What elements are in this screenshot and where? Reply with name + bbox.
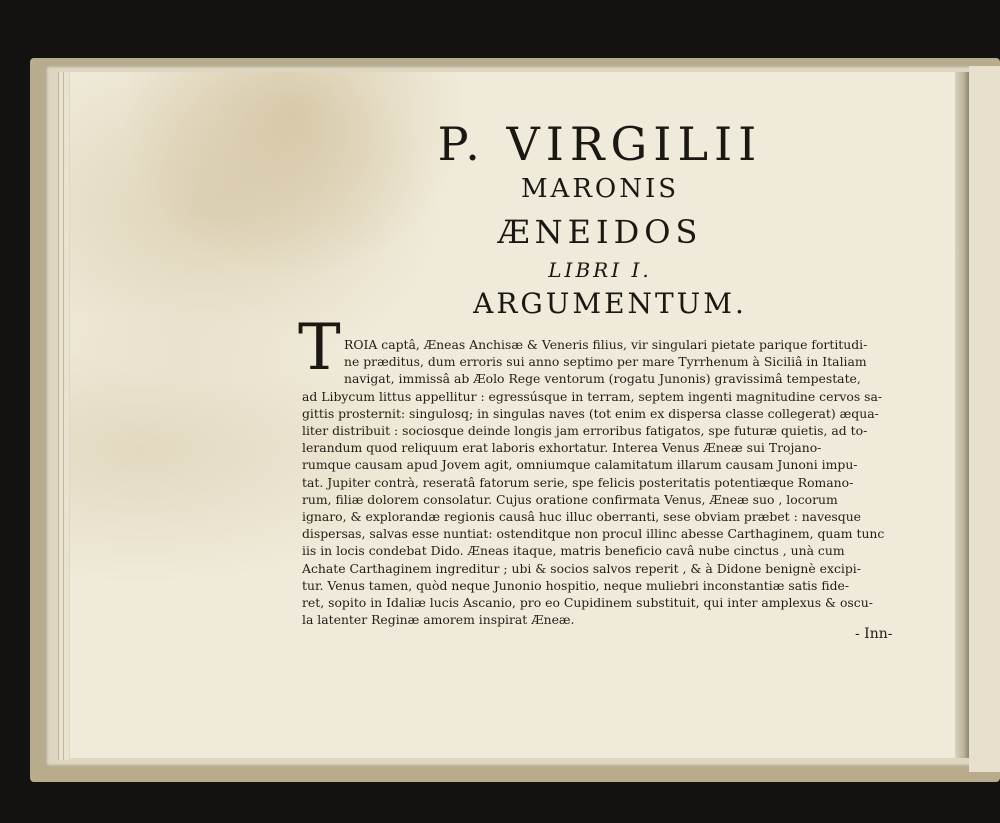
book-gutter — [955, 72, 969, 758]
drop-cap: T — [298, 311, 341, 385]
body-line: rum, filiæ dolorem consolatur. Cujus oratione confirmata Venus, Æneæ suo , locorum — [302, 491, 838, 507]
catchword: - Inn- — [855, 626, 893, 642]
body-line: ne præditus, dum erroris sui anno septimo per mare Tyrrhenum à Siciliâ in Italiam — [344, 354, 867, 370]
body-line: gittis prosternit: singulosq; in singulas naves (tot enim ex dispersa classe collegerat) æqua- — [302, 405, 879, 421]
body-line: ret, sopito in Idaliæ lucis Ascanio, pro eo Cupidinem substituit, qui inter amplexus & oscu- — [302, 595, 873, 611]
argument-body — [302, 336, 918, 628]
body-line: lerandum quod reliquum erat laboris exhortatur. Interea Venus Æneæ sui Trojano- — [302, 440, 822, 456]
body-line: navigat, immissâ ab Æolo Rege ventorum (rogatu Junonis) gravissimâ tempestate, — [344, 371, 861, 387]
title-main: P. VIRGILII — [437, 117, 763, 171]
body-line: tat. Jupiter contrà, reseratâ fatorum serie, spe felicis posteritatis potentiæque Romano- — [302, 474, 854, 490]
body-line: ad Libycum littus appellitur : egressúsque in terram, septem ingenti magnitudine cervos sa- — [302, 388, 883, 404]
argument-heading: ARGUMENTUM. — [473, 287, 747, 320]
body-line: ROIA captâ, Æneas Anchisæ & Veneris filius, vir singulari pietate parique fortitudi- — [344, 337, 868, 352]
body-line: dispersas, salvas esse nuntiat: ostenditque non procul illinc abesse Carthaginem, quam tunc — [302, 526, 885, 542]
body-line: liter distribuit : sociosque deinde longis jam erroribus fatigatos, spe futuræ quietis, ad to- — [302, 423, 868, 439]
title-author: MARONIS — [520, 174, 680, 204]
body-line: tur. Venus tamen, quòd neque Junonio hospitio, neque muliebri inconstantiæ satis fide- — [302, 577, 850, 593]
title-book: LIBRI I. — [548, 258, 652, 282]
page-edge — [63, 72, 69, 760]
body-line: la latenter Reginæ amorem inspirat Æneæ. — [302, 612, 575, 628]
body-line: iis in locis condebat Dido. Æneas itaque, matris beneficio cavâ nube cinctus , unà cum — [302, 543, 845, 559]
title-work: ÆNEIDOS — [497, 213, 703, 251]
body-line: Achate Carthaginem ingreditur ; ubi & socios salvos reperit , & à Didone benignè excipi- — [302, 560, 861, 576]
body-line: rumque causam apud Jovem agit, omniumque calamitatum illarum causam Junoni impu- — [302, 457, 858, 473]
body-line: ignaro, & explorandæ regionis causâ huc illuc oberranti, sese obviam præbet : navesque — [302, 509, 862, 525]
facing-page — [969, 66, 1000, 772]
